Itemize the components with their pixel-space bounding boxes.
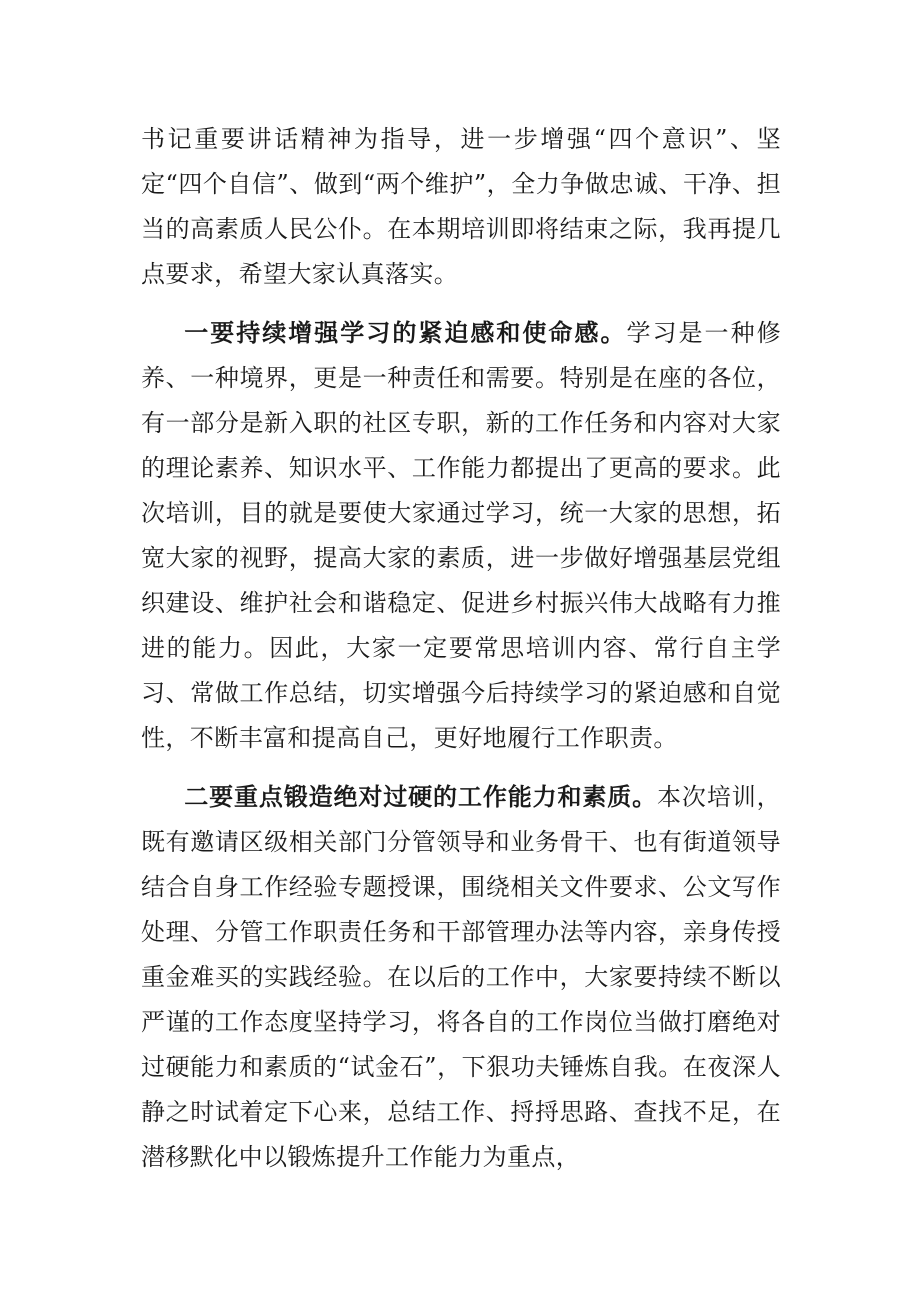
paragraph-intro-text: 书记重要讲话精神为指导，进一步增强“四个意识”、坚定“四个自信”、做到“两个维护”，全力争做忠诚、干净、担当的高素质人民公仆。在本期培训即将结束之际，我再提几点要求，希望大家认真落实。	[141, 125, 781, 288]
paragraph-point-one	[141, 310, 781, 761]
paragraph-point-two-heading: 二要重点锻造绝对过硬的工作能力和素质。	[184, 782, 658, 811]
paragraph-point-two	[141, 774, 781, 1180]
paragraph-intro	[141, 117, 781, 297]
paragraph-point-one-heading: 一要持续增强学习的紧迫感和使命感。	[184, 318, 627, 347]
document-body	[141, 117, 781, 1193]
paragraph-point-one-text: 学习是一种修养、一种境界，更是一种责任和需要。特别是在座的各位，有一部分是新入职的社区专职，新的工作任务和内容对大家的理论素养、知识水平、工作能力都提出了更高的要求。此次培训，目的就是要使大家通过学习，统一大家的思想，拓宽大家的视野，提高大家的素质，进一步做好增强基层党组织建设、维护社会和谐稳定、促进乡村振兴伟大战略有力推进的能力。因此，大家一定要常思培训内容、常行自主学习、常做工作总结，切实增强今后持续学习的紧迫感和自觉性，不断丰富和提高自己，更好地履行工作职责。	[141, 319, 781, 752]
paragraph-point-two-text: 本次培训，既有邀请区级相关部门分管领导和业务骨干、也有街道领导结合自身工作经验专题授课，围绕相关文件要求、公文写作处理、分管工作职责任务和干部管理办法等内容，亲身传授重金难买的实践经验。在以后的工作中，大家要持续不断以严谨的工作态度坚持学习，将各自的工作岗位当做打磨绝对过硬能力和素质的“试金石”，下狠功夫锤炼自我。在夜深人静之时试着定下心来，总结工作、捋捋思路、查找不足，在潜移默化中以锻炼提升工作能力为重点，	[141, 783, 781, 1171]
